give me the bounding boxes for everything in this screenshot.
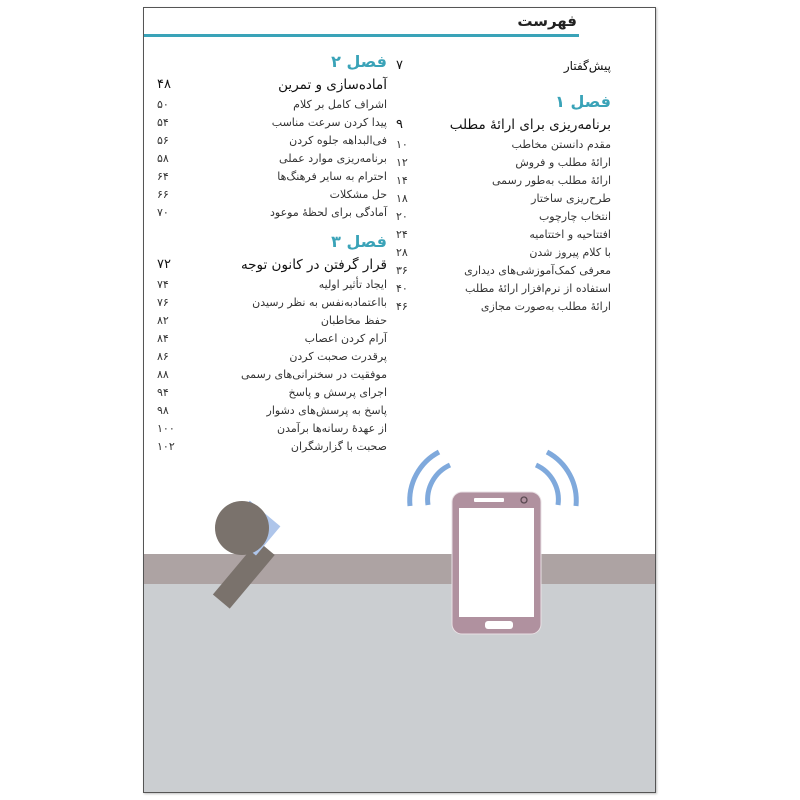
entry-label: حل مشکلات — [329, 188, 387, 201]
entry-page: ۴۰ — [396, 282, 408, 295]
toc-entry-preface[interactable] — [396, 56, 611, 76]
chapter-title-2[interactable] — [157, 74, 387, 96]
entry-page: ۷۶ — [157, 296, 169, 309]
chapter-title-1[interactable] — [396, 114, 611, 136]
entry-page: ۱۴ — [396, 174, 408, 187]
entry-label: افتتاحیه و اختتامیه — [529, 228, 611, 241]
entry-page: ۸۶ — [157, 350, 169, 363]
entry-label: استفاده از نرم‌افزار ارائهٔ مطلب — [465, 282, 611, 295]
smartphone-icon — [452, 492, 541, 634]
toc-entry[interactable] — [157, 114, 387, 132]
entry-page: ۱۸ — [396, 192, 408, 205]
toc-column-right — [396, 56, 611, 316]
entry-page: ۴۸ — [157, 77, 171, 92]
chapter-heading-2: فصل ۲ — [331, 52, 387, 71]
toc-entry[interactable] — [396, 298, 611, 316]
entry-label: آرام کردن اعصاب — [304, 332, 387, 345]
entry-page: ۱۰۰ — [157, 422, 175, 435]
toc-entry[interactable] — [157, 420, 387, 438]
toc-entry[interactable] — [157, 96, 387, 114]
toc-entry[interactable] — [157, 366, 387, 384]
entry-label: انتخاب چارچوب — [538, 210, 611, 223]
entry-label: ارائهٔ مطلب و فروش — [515, 156, 611, 169]
chapter-1-entries — [396, 136, 611, 316]
toc-entry[interactable] — [157, 276, 387, 294]
entry-label: برنامه‌ریزی موارد عملی — [279, 152, 387, 165]
toc-entry[interactable] — [157, 312, 387, 330]
chapter-3-entries — [157, 276, 387, 456]
entry-label: ارائهٔ مطلب به‌صورت مجازی — [480, 300, 611, 313]
entry-label: اجرای پرسش و پاسخ — [288, 386, 387, 399]
toc-entry[interactable] — [396, 280, 611, 298]
illustration-scene — [144, 448, 656, 793]
entry-label: پرقدرت صحبت کردن — [289, 350, 387, 363]
entry-page: ۶۴ — [157, 170, 169, 183]
entry-page: ۴۶ — [396, 300, 408, 313]
entry-label: ایجاد تأثیر اولیه — [318, 278, 387, 291]
entry-label: قرار گرفتن در کانون توجه — [240, 257, 387, 273]
chapter-heading-1: فصل ۱ — [555, 92, 611, 111]
page-title: فهرست — [517, 12, 577, 30]
entry-page: ۲۰ — [396, 210, 408, 223]
entry-page: ۲۴ — [396, 228, 408, 241]
entry-label: صحبت با گزارشگران — [290, 440, 387, 453]
entry-label: پیدا کردن سرعت مناسب — [271, 116, 387, 129]
entry-label: موفقیت در سخنرانی‌های رسمی — [240, 368, 387, 381]
toc-entry[interactable] — [396, 190, 611, 208]
entry-page: ۷۴ — [157, 278, 169, 291]
entry-label: فی‌البداهه جلوه کردن — [289, 134, 387, 147]
toc-entry[interactable] — [157, 384, 387, 402]
toc-entry[interactable] — [396, 262, 611, 280]
toc-entry[interactable] — [157, 294, 387, 312]
entry-label: از عهدهٔ رسانه‌ها برآمدن — [277, 422, 387, 435]
illustration — [144, 448, 656, 793]
entry-page: ۹۴ — [157, 386, 169, 399]
toc-entry[interactable] — [396, 226, 611, 244]
entry-label: آماده‌سازی و تمرین — [278, 77, 387, 93]
entry-page: ۷۲ — [157, 257, 171, 272]
entry-label: پاسخ به پرسش‌های دشوار — [266, 404, 387, 417]
toc-entry[interactable] — [157, 150, 387, 168]
entry-label: آمادگی برای لحظهٔ موعود — [270, 206, 387, 219]
toc-entry[interactable] — [157, 402, 387, 420]
toc-entry[interactable] — [157, 168, 387, 186]
toc-entry[interactable] — [396, 136, 611, 154]
entry-label: با کلام پیروز شدن — [529, 246, 611, 259]
entry-label: معرفی کمک‌آموزشی‌های دیداری — [464, 264, 611, 277]
taupe-band — [144, 554, 656, 584]
entry-page: ۸۲ — [157, 314, 169, 327]
toc-page — [143, 7, 656, 793]
entry-page: ۳۶ — [396, 264, 408, 277]
entry-page: ۵۶ — [157, 134, 169, 147]
toc-entry[interactable] — [396, 172, 611, 190]
entry-page: ۱۰۲ — [157, 440, 175, 453]
entry-page: ۹ — [396, 117, 403, 132]
entry-label: ارائهٔ مطلب به‌طور رسمی — [492, 174, 611, 187]
title-divider — [144, 34, 579, 37]
entry-label: طرح‌ریزی ساختار — [531, 192, 611, 205]
entry-page: ۲۸ — [396, 246, 408, 259]
entry-page: ۱۲ — [396, 156, 408, 169]
entry-page: ۷۰ — [157, 206, 169, 219]
toc-entry[interactable] — [396, 244, 611, 262]
entry-label: برنامه‌ریزی برای ارائهٔ مطلب — [449, 117, 611, 133]
entry-page: ۷ — [396, 58, 403, 73]
toc-entry[interactable] — [157, 204, 387, 222]
chapter-heading-3: فصل ۳ — [331, 232, 387, 251]
entry-label: پیش‌گفتار — [563, 59, 611, 73]
entry-page: ۸۸ — [157, 368, 169, 381]
entry-label: حفظ مخاطبان — [320, 314, 387, 327]
entry-page: ۵۰ — [157, 98, 169, 111]
entry-page: ۹۸ — [157, 404, 169, 417]
entry-label: بااعتمادبه‌نفس به نظر رسیدن — [252, 296, 387, 309]
toc-entry[interactable] — [396, 208, 611, 226]
chapter-title-3[interactable] — [157, 254, 387, 276]
entry-page: ۱۰ — [396, 138, 408, 151]
toc-entry[interactable] — [157, 186, 387, 204]
entry-label: احترام به سایر فرهنگ‌ها — [277, 170, 387, 183]
entry-page: ۵۸ — [157, 152, 169, 165]
toc-entry[interactable] — [157, 330, 387, 348]
toc-entry[interactable] — [157, 348, 387, 366]
entry-page: ۸۴ — [157, 332, 169, 345]
toc-entry[interactable] — [396, 154, 611, 172]
chapter-2-entries — [157, 96, 387, 222]
toc-column-left — [157, 44, 387, 456]
entry-page: ۶۶ — [157, 188, 169, 201]
entry-page: ۵۴ — [157, 116, 169, 129]
floor-band — [144, 584, 656, 793]
toc-entry[interactable] — [157, 132, 387, 150]
entry-label: مقدم دانستن مخاطب — [511, 138, 611, 151]
entry-label: اشراف کامل بر کلام — [293, 98, 387, 111]
